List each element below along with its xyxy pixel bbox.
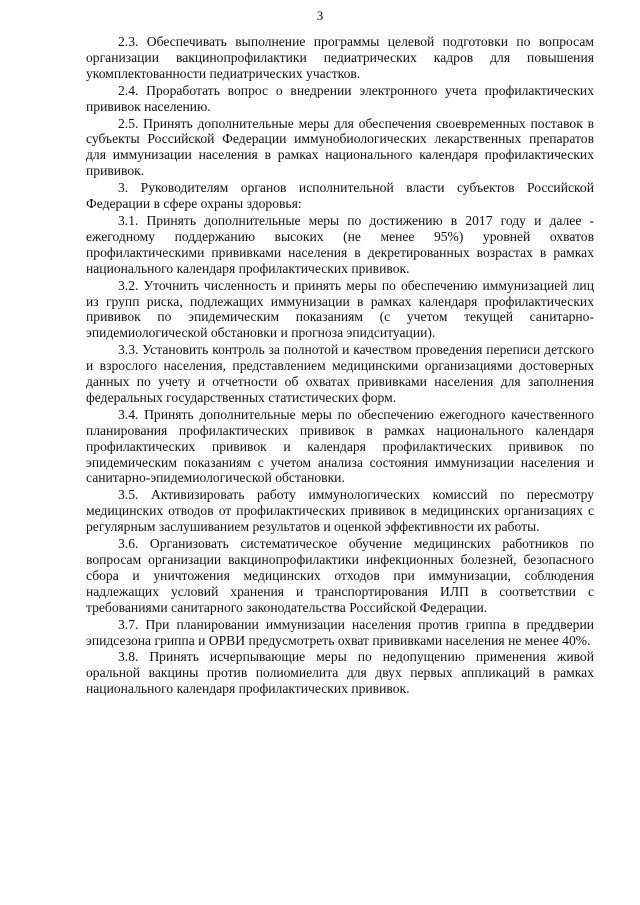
paragraph-3-1: 3.1. Принять дополнительные меры по достижению в 2017 году и далее - ежегодному поддержанию высоких (не менее 95%) уровней охватов профилактическими прививками населения в декретированных возрастах в рамках национального календаря профилактических прививок. bbox=[86, 212, 594, 276]
document-body bbox=[86, 34, 594, 698]
paragraph-3-4: 3.4. Принять дополнительные меры по обеспечению ежегодного качественного планирования профилактических прививок в рамках национального календаря профилактических прививок и календаря профилактических прививок по эпидемическим показаниям с учетом анализа состояния иммунизации населения и санитарно-эпидемиологической обстановки. bbox=[86, 406, 594, 486]
paragraph-3-6: 3.6. Организовать систематическое обучение медицинских работников по вопросам организации вакцинопрофилактики инфекционных болезней, безопасного сбора и уничтожения медицинских отходов при иммунизации, соблюдения надлежащих условий хранения и транспортирования ИЛП в соответствии с требованиями санитарного законодательства Российской Федерации. bbox=[86, 536, 594, 615]
paragraph-3-7: 3.7. При планировании иммунизации населения против гриппа в преддверии эпидсезона гриппа и ОРВИ предусмотреть охват прививками населения не менее 40%. bbox=[86, 616, 594, 648]
paragraph-3-2: 3.2. Уточнить численность и принять меры по обеспечению иммунизацией лиц из групп риска, подлежащих иммунизации в рамках календаря профилактических прививок по эпидемическим показаниям (с учетом текущей санитарно-эпидемиологической обстановки и прогноза эпидситуации). bbox=[86, 277, 594, 341]
paragraph-2-5: 2.5. Принять дополнительные меры для обеспечения своевременных поставок в субъекты Российской Федерации иммунобиологических лекарственных препаратов для иммунизации населения в рамках национального календаря профилактических прививок. bbox=[86, 115, 594, 179]
paragraph-2-4: 2.4. Проработать вопрос о внедрении электронного учета профилактических прививок населению. bbox=[86, 82, 594, 114]
paragraph-3-3: 3.3. Установить контроль за полнотой и качеством проведения переписи детского и взрослого населения, представлением медицинскими организациями достоверных данных по учету и отчетности об охватах прививками населения для заполнения федеральных государственных статистических форм. bbox=[86, 342, 594, 405]
paragraph-3-8: 3.8. Принять исчерпывающие меры по недопущению применения живой оральной вакцины против полиомиелита для двух первых аппликаций в рамках национального календаря профилактических прививок. bbox=[86, 649, 594, 697]
paragraph-3: 3. Руководителям органов исполнительной власти субъектов Российской Федерации в сфере охраны здоровья: bbox=[86, 180, 594, 212]
page-number: 3 bbox=[316, 8, 324, 23]
paragraph-3-5: 3.5. Активизировать работу иммунологических комиссий по пересмотру медицинских отводов от профилактических прививок в медицинских организациях с регулярным заслушиванием результатов и оценкой эффективности их работы. bbox=[86, 487, 594, 535]
paragraph-2-3: 2.3. Обеспечивать выполнение программы целевой подготовки по вопросам организации вакцинопрофилактики педиатрических кадров для повышения укомплектованности педиатрических участков. bbox=[86, 34, 594, 81]
